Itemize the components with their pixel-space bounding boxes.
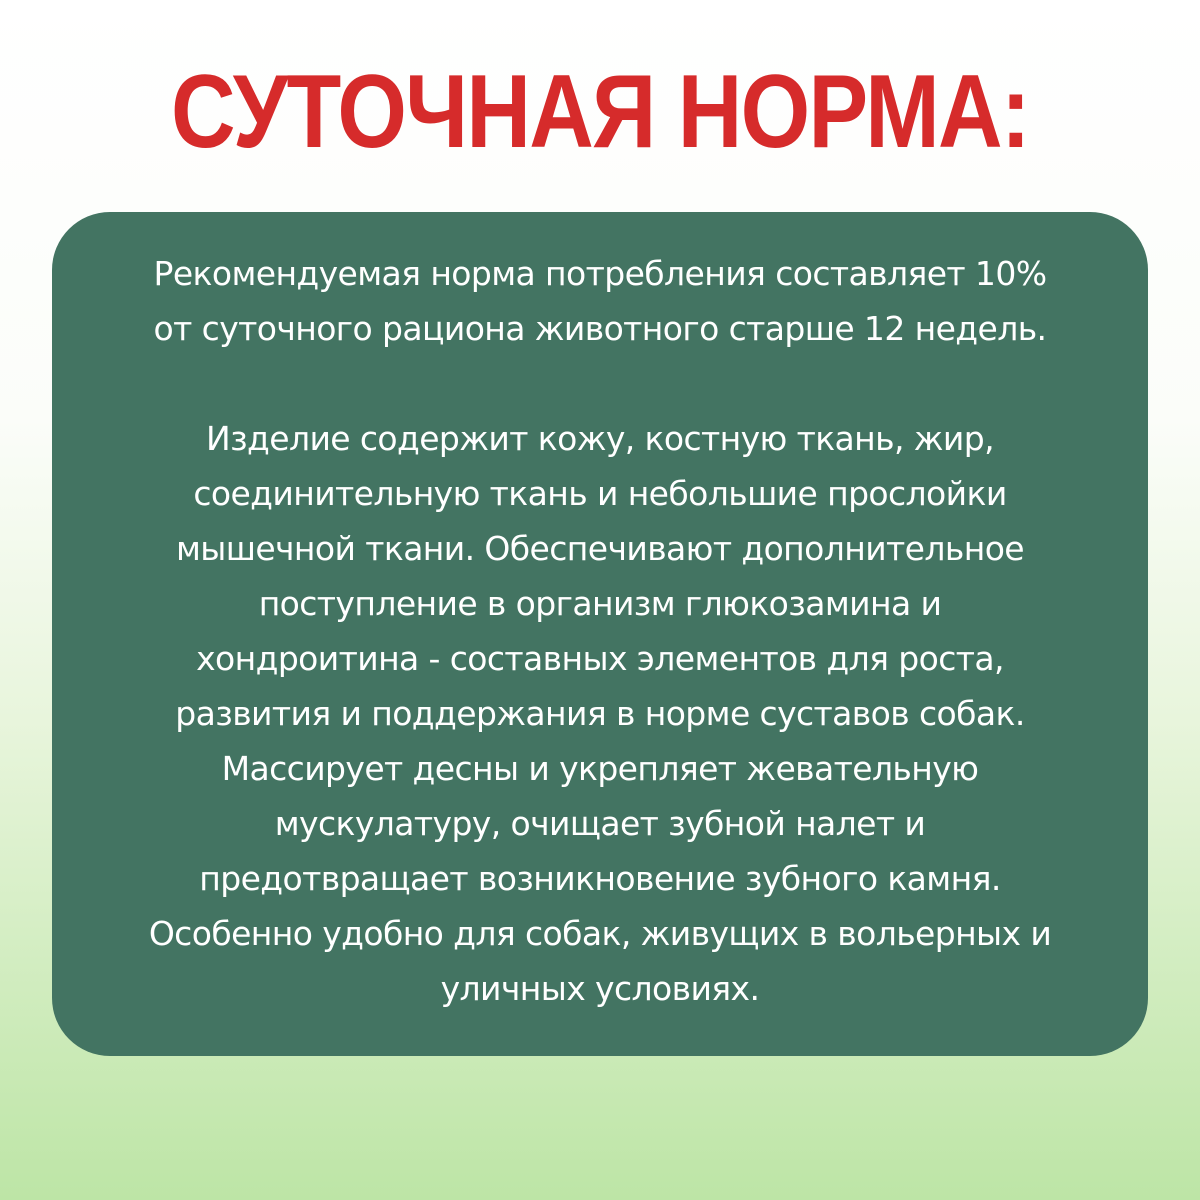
text-line: мышечной ткани. Обеспечивают дополнительное — [175, 529, 1024, 568]
paragraph-spacer — [62, 356, 1138, 411]
text-line: мускулатуру, очищает зубной налет и — [274, 804, 926, 843]
product-description-paragraph — [62, 411, 1138, 1016]
text-line: Рекомендуемая норма потребления составляет 10% — [153, 254, 1047, 293]
page-title: СУТОЧНАЯ НОРМА: — [171, 54, 1029, 170]
text-line: соединительную ткань и небольшие прослойки — [193, 474, 1007, 513]
text-line: развития и поддержания в норме суставов собак. — [175, 694, 1025, 733]
daily-norm-paragraph — [62, 246, 1138, 356]
text-line: от суточного рациона животного старше 12 недель. — [153, 309, 1047, 348]
text-line: Особенно удобно для собак, живущих в вольерных и — [148, 914, 1052, 953]
text-line: поступление в организм глюкозамина и — [258, 584, 942, 623]
text-line: Изделие содержит кожу, костную ткань, жир, — [206, 419, 994, 458]
text-line: предотвращает возникновение зубного камня. — [199, 859, 1001, 898]
text-line: хондроитина - составных элементов для роста, — [196, 639, 1004, 678]
info-card — [52, 212, 1148, 1056]
text-line: уличных условиях. — [440, 969, 760, 1008]
text-line: Массирует десны и укрепляет жевательную — [221, 749, 979, 788]
